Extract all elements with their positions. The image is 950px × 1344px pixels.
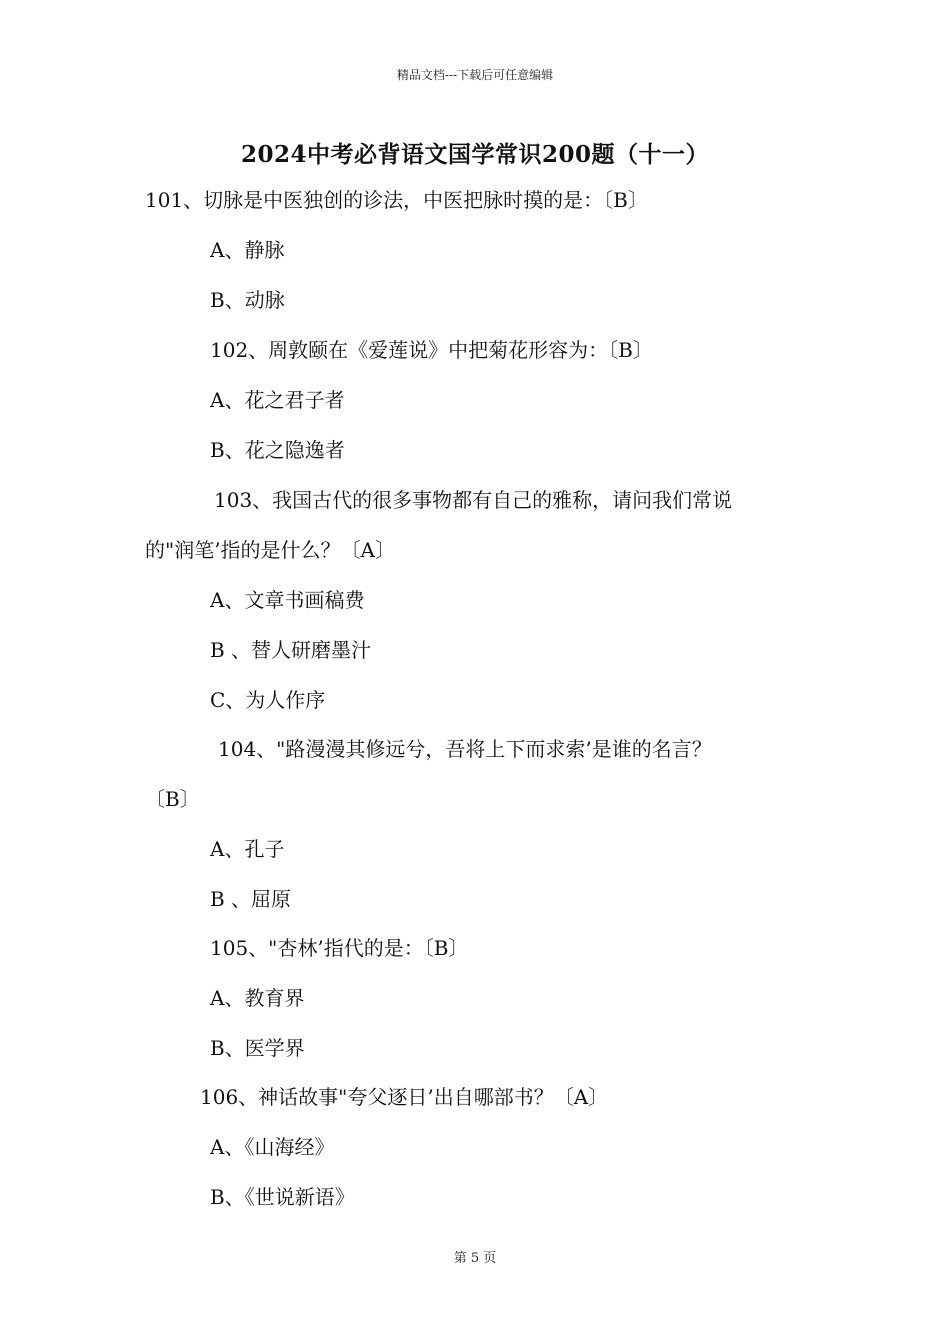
question-104-line-2: 〔B〕 bbox=[145, 787, 200, 811]
option-105-a: A、教育界 bbox=[210, 986, 305, 1010]
option-102-a: A、花之君子者 bbox=[210, 388, 345, 412]
option-103-a: A、文章书画稿费 bbox=[210, 588, 365, 612]
option-106-b: B、《世说新语》 bbox=[210, 1185, 355, 1209]
document-title: 2024中考必背语文国学常识200题（十一） bbox=[240, 141, 710, 168]
page-header: 精品文档---下载后可任意编辑 bbox=[396, 68, 554, 82]
question-103-line-1: 103、我国古代的很多事物都有自己的雅称，请问我们常说 bbox=[214, 488, 733, 512]
question-104-line-1: 104、"路漫漫其修远兮，吾将上下而求索’是谁的名言？ bbox=[218, 737, 712, 761]
option-104-b: B 、屈原 bbox=[210, 887, 292, 911]
option-105-b: B、医学界 bbox=[210, 1036, 305, 1060]
option-101-b: B、动脉 bbox=[210, 288, 285, 312]
option-103-c: C、为人作序 bbox=[210, 688, 326, 712]
option-101-a: A、静脉 bbox=[210, 238, 285, 262]
option-103-b: B 、替人研磨墨汁 bbox=[210, 638, 372, 662]
question-101: 101、切脉是中医独创的诊法，中医把脉时摸的是：〔B〕 bbox=[145, 188, 648, 212]
question-106: 106、神话故事"夸父逐日’出自哪部书？〔A〕 bbox=[200, 1085, 609, 1109]
page-number: 第 5 页 bbox=[453, 1251, 497, 1266]
option-104-a: A、孔子 bbox=[210, 837, 285, 861]
option-102-b: B、花之隐逸者 bbox=[210, 438, 345, 462]
question-102: 102、周敦颐在《爱莲说》中把菊花形容为：〔B〕 bbox=[210, 338, 653, 362]
question-103-line-2: 的"润笔’指的是什么？〔A〕 bbox=[145, 538, 395, 562]
question-105: 105、"杏林’指代的是：〔B〕 bbox=[210, 936, 469, 960]
option-106-a: A、《山海经》 bbox=[210, 1135, 335, 1159]
